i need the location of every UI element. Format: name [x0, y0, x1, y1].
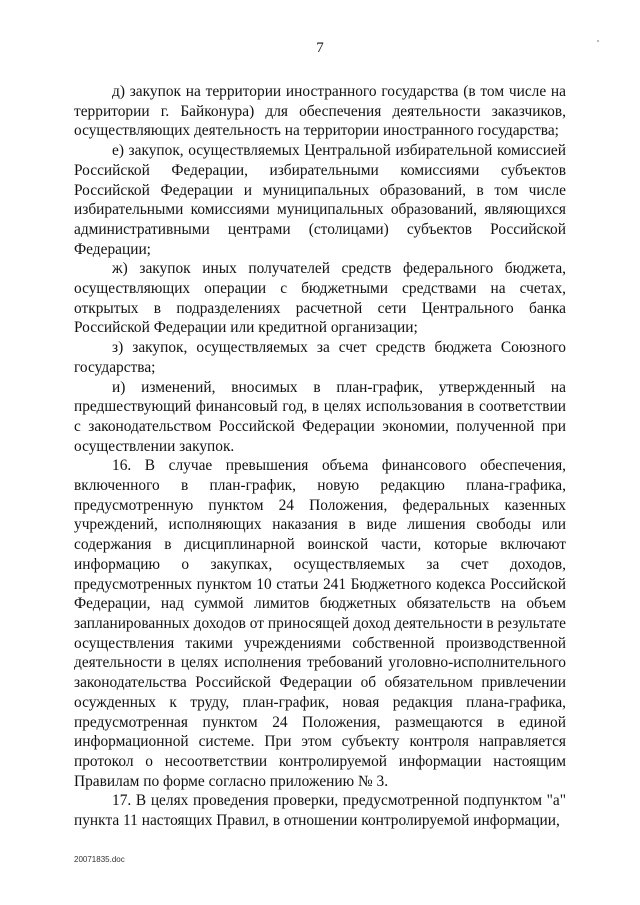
paragraph-zh: ж) закупок иных получателей средств федерального бюджета, осуществляющих операции с бюджетными средствами на счетах, открытых в подразделениях расчетной сети Центрального банка Российской Федерации или кредитной организации;	[74, 260, 566, 337]
paragraph-17: 17. В целях проведения проверки, предусмотренной подпунктом "а" пункта 11 настоящих Правил, в отношении контролируемой информации,	[74, 792, 566, 830]
paragraph-i: и) изменений, вносимых в план-график, утвержденный на предшествующий финансовый год, в целях использования в соответствии с законодательством Российской Федерации экономии, полученной при осуществлении закупок.	[74, 378, 566, 455]
footer-filename: 20071835.doc	[74, 855, 125, 864]
paragraph-16: 16. В случае превышения объема финансового обеспечения, включенного в план-график, новую редакцию плана-графика, предусмотренную пунктом 24 Положения, федеральных казенных учреждений, исполняющих наказания в виде лишения свободы или содержания в дисциплинарной воинской части, которые включают информацию о закупках, осуществляемых за счет доходов, предусмотренных пунктом 10 статьи 241 Бюджетного кодекса Российской Федерации, над суммой лимитов бюджетных обязательств на объем запланированных доходов от приносящей доход деятельности в результате осуществления такими учреждениями собственной производственной деятельности в целях исполнения требований уголовно-исполнительного законодательства Российской Федерации об обязательном привлечении осужденных к труду, план-график, новая редакция плана-графика, предусмотренная пунктом 24 Положения, размещаются в единой информационной системе. При этом субъекту контроля направляется протокол о несоответствии контролируемой информации настоящим Правилам по форме согласно приложению № 3.	[74, 457, 566, 790]
paragraph-d: д) закупок на территории иностранного государства (в том числе на территории г. Байконура) для обеспечения деятельности заказчиков, осуществляющих деятельность на территории иностранного государства;	[74, 83, 566, 140]
paragraph-e: е) закупок, осуществляемых Центральной избирательной комиссией Российской Федерации, избирательными комиссиями субъектов Российской Федерации и муниципальных образований, в том числе избирательными комиссиями муниципальных образований, являющихся административными центрами (столицами) субъектов Российской Федерации;	[74, 142, 566, 258]
document-body	[74, 82, 566, 831]
scan-mark	[597, 40, 599, 42]
paragraph-z: з) закупок, осуществляемых за счет средств бюджета Союзного государства;	[74, 339, 566, 376]
page-number: 7	[316, 40, 324, 56]
